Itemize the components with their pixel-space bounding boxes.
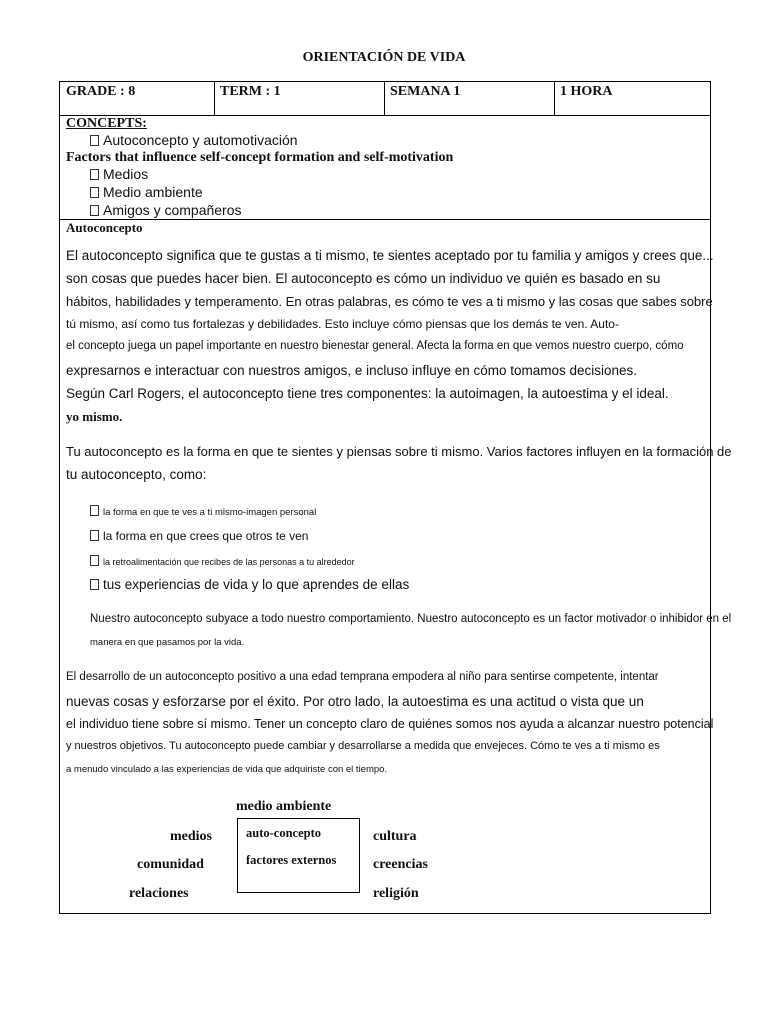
- diagram-label-left: medios: [170, 829, 212, 844]
- diagram-label-left: relaciones: [129, 886, 189, 901]
- week-cell: SEMANA 1: [390, 84, 461, 99]
- bullet-icon: [90, 187, 99, 198]
- divider: [554, 82, 555, 115]
- paragraph-line: El desarrollo de un autoconcepto positivo a una edad temprana empodera al niño para sentirse competente, intentar: [66, 671, 659, 683]
- bullet-icon: [90, 135, 99, 146]
- concept-item: Autoconcepto y automotivación: [90, 132, 298, 148]
- factor-item: Amigos y compañeros: [90, 202, 242, 218]
- worksheet-table: [59, 81, 732, 914]
- paragraph-line: El autoconcepto significa que te gustas a ti mismo, te sientes aceptado por tu familia y amigos y crees que...: [66, 248, 714, 263]
- paragraph-line: manera en que pasamos por la vida.: [90, 637, 245, 648]
- paragraph-line: Tu autoconcepto es la forma en que te sientes y piensas sobre ti mismo. Varios factores influyen en la formación de: [66, 444, 732, 459]
- paragraph-line: a menudo vinculado a las experiencias de vida que adquiriste con el tiempo.: [66, 764, 388, 775]
- section-heading: Autoconcepto: [66, 220, 143, 235]
- divider: [384, 82, 385, 115]
- diagram-label-right: creencias: [373, 857, 428, 872]
- bullet-icon: [90, 579, 99, 590]
- bullet-icon: [90, 205, 99, 216]
- paragraph-line: expresarnos e interactuar con nuestros amigos, e incluso influye en cómo tomamos decisiones.: [66, 363, 638, 378]
- paragraph-line: Nuestro autoconcepto subyace a todo nuestro comportamiento. Nuestro autoconcepto es un factor motivador o inhibidor en el: [90, 613, 732, 625]
- factor-item: Medios: [90, 166, 148, 182]
- factors-heading: Factors that influence self-concept formation and self-motivation: [66, 150, 454, 165]
- concepts-heading: CONCEPTS:: [66, 116, 147, 131]
- diagram-label-right: religión: [373, 886, 419, 901]
- paragraph-line: hábitos, habilidades y temperamento. En otras palabras, es cómo te ves a ti mismo y las cosas que sabes sobre: [66, 294, 713, 309]
- diagram-label-left: comunidad: [137, 857, 204, 872]
- paragraph-line: tu autoconcepto, como:: [66, 467, 207, 482]
- list-item: la retroalimentación que recibes de las personas a tu alrededor: [90, 555, 355, 567]
- factor-item: Medio ambiente: [90, 184, 203, 200]
- diagram-box-label: factores externos: [246, 853, 337, 867]
- divider: [214, 82, 215, 115]
- divider: [60, 219, 710, 220]
- list-item: tus experiencias de vida y lo que aprendes de ellas: [90, 577, 409, 592]
- paragraph-line: tú mismo, así como tus fortalezas y debilidades. Esto incluye cómo piensas que los demás te ven. Auto-: [66, 317, 619, 331]
- paragraph-line: nuevas cosas y esforzarse por el éxito. Por otro lado, la autoestima es una actitud o vista que un: [66, 694, 644, 709]
- diagram-box-label: auto-concepto: [246, 826, 321, 840]
- paragraph-line: el individuo tiene sobre sí mismo. Tener un concepto claro de quiénes somos nos ayuda a alcanzar nuestro potencial: [66, 717, 714, 731]
- divider: [60, 115, 710, 116]
- diagram-center-box: [237, 818, 360, 893]
- bullet-icon: [90, 505, 99, 516]
- list-item: la forma en que crees que otros te ven: [90, 529, 308, 543]
- paragraph-line: son cosas que puedes hacer bien. El autoconcepto es cómo un individuo ve quién es basado en su: [66, 271, 661, 286]
- diagram-label-right: cultura: [373, 829, 417, 844]
- bullet-icon: [90, 530, 99, 541]
- diagram-label-top: medio ambiente: [236, 799, 332, 814]
- grade-cell: GRADE : 8: [66, 84, 136, 99]
- hours-cell: 1 HORA: [560, 84, 613, 99]
- page-title: ORIENTACIÓN DE VIDA: [302, 50, 466, 65]
- paragraph-line: yo mismo.: [66, 409, 123, 424]
- term-cell: TERM : 1: [220, 84, 281, 99]
- bullet-icon: [90, 169, 99, 180]
- list-item: la forma en que te ves a ti mismo-imagen personal: [90, 505, 316, 518]
- bullet-icon: [90, 555, 99, 566]
- paragraph-line: y nuestros objetivos. Tu autoconcepto puede cambiar y desarrollarse a medida que envejeces. Cómo te ves a ti mismo es: [66, 740, 660, 752]
- paragraph-line: Según Carl Rogers, el autoconcepto tiene tres componentes: la autoimagen, la autoestima y el ideal.: [66, 386, 669, 401]
- paragraph-line: el concepto juega un papel importante en nuestro bienestar general. Afecta la forma en que vemos nuestro cuerpo, cómo: [66, 340, 684, 352]
